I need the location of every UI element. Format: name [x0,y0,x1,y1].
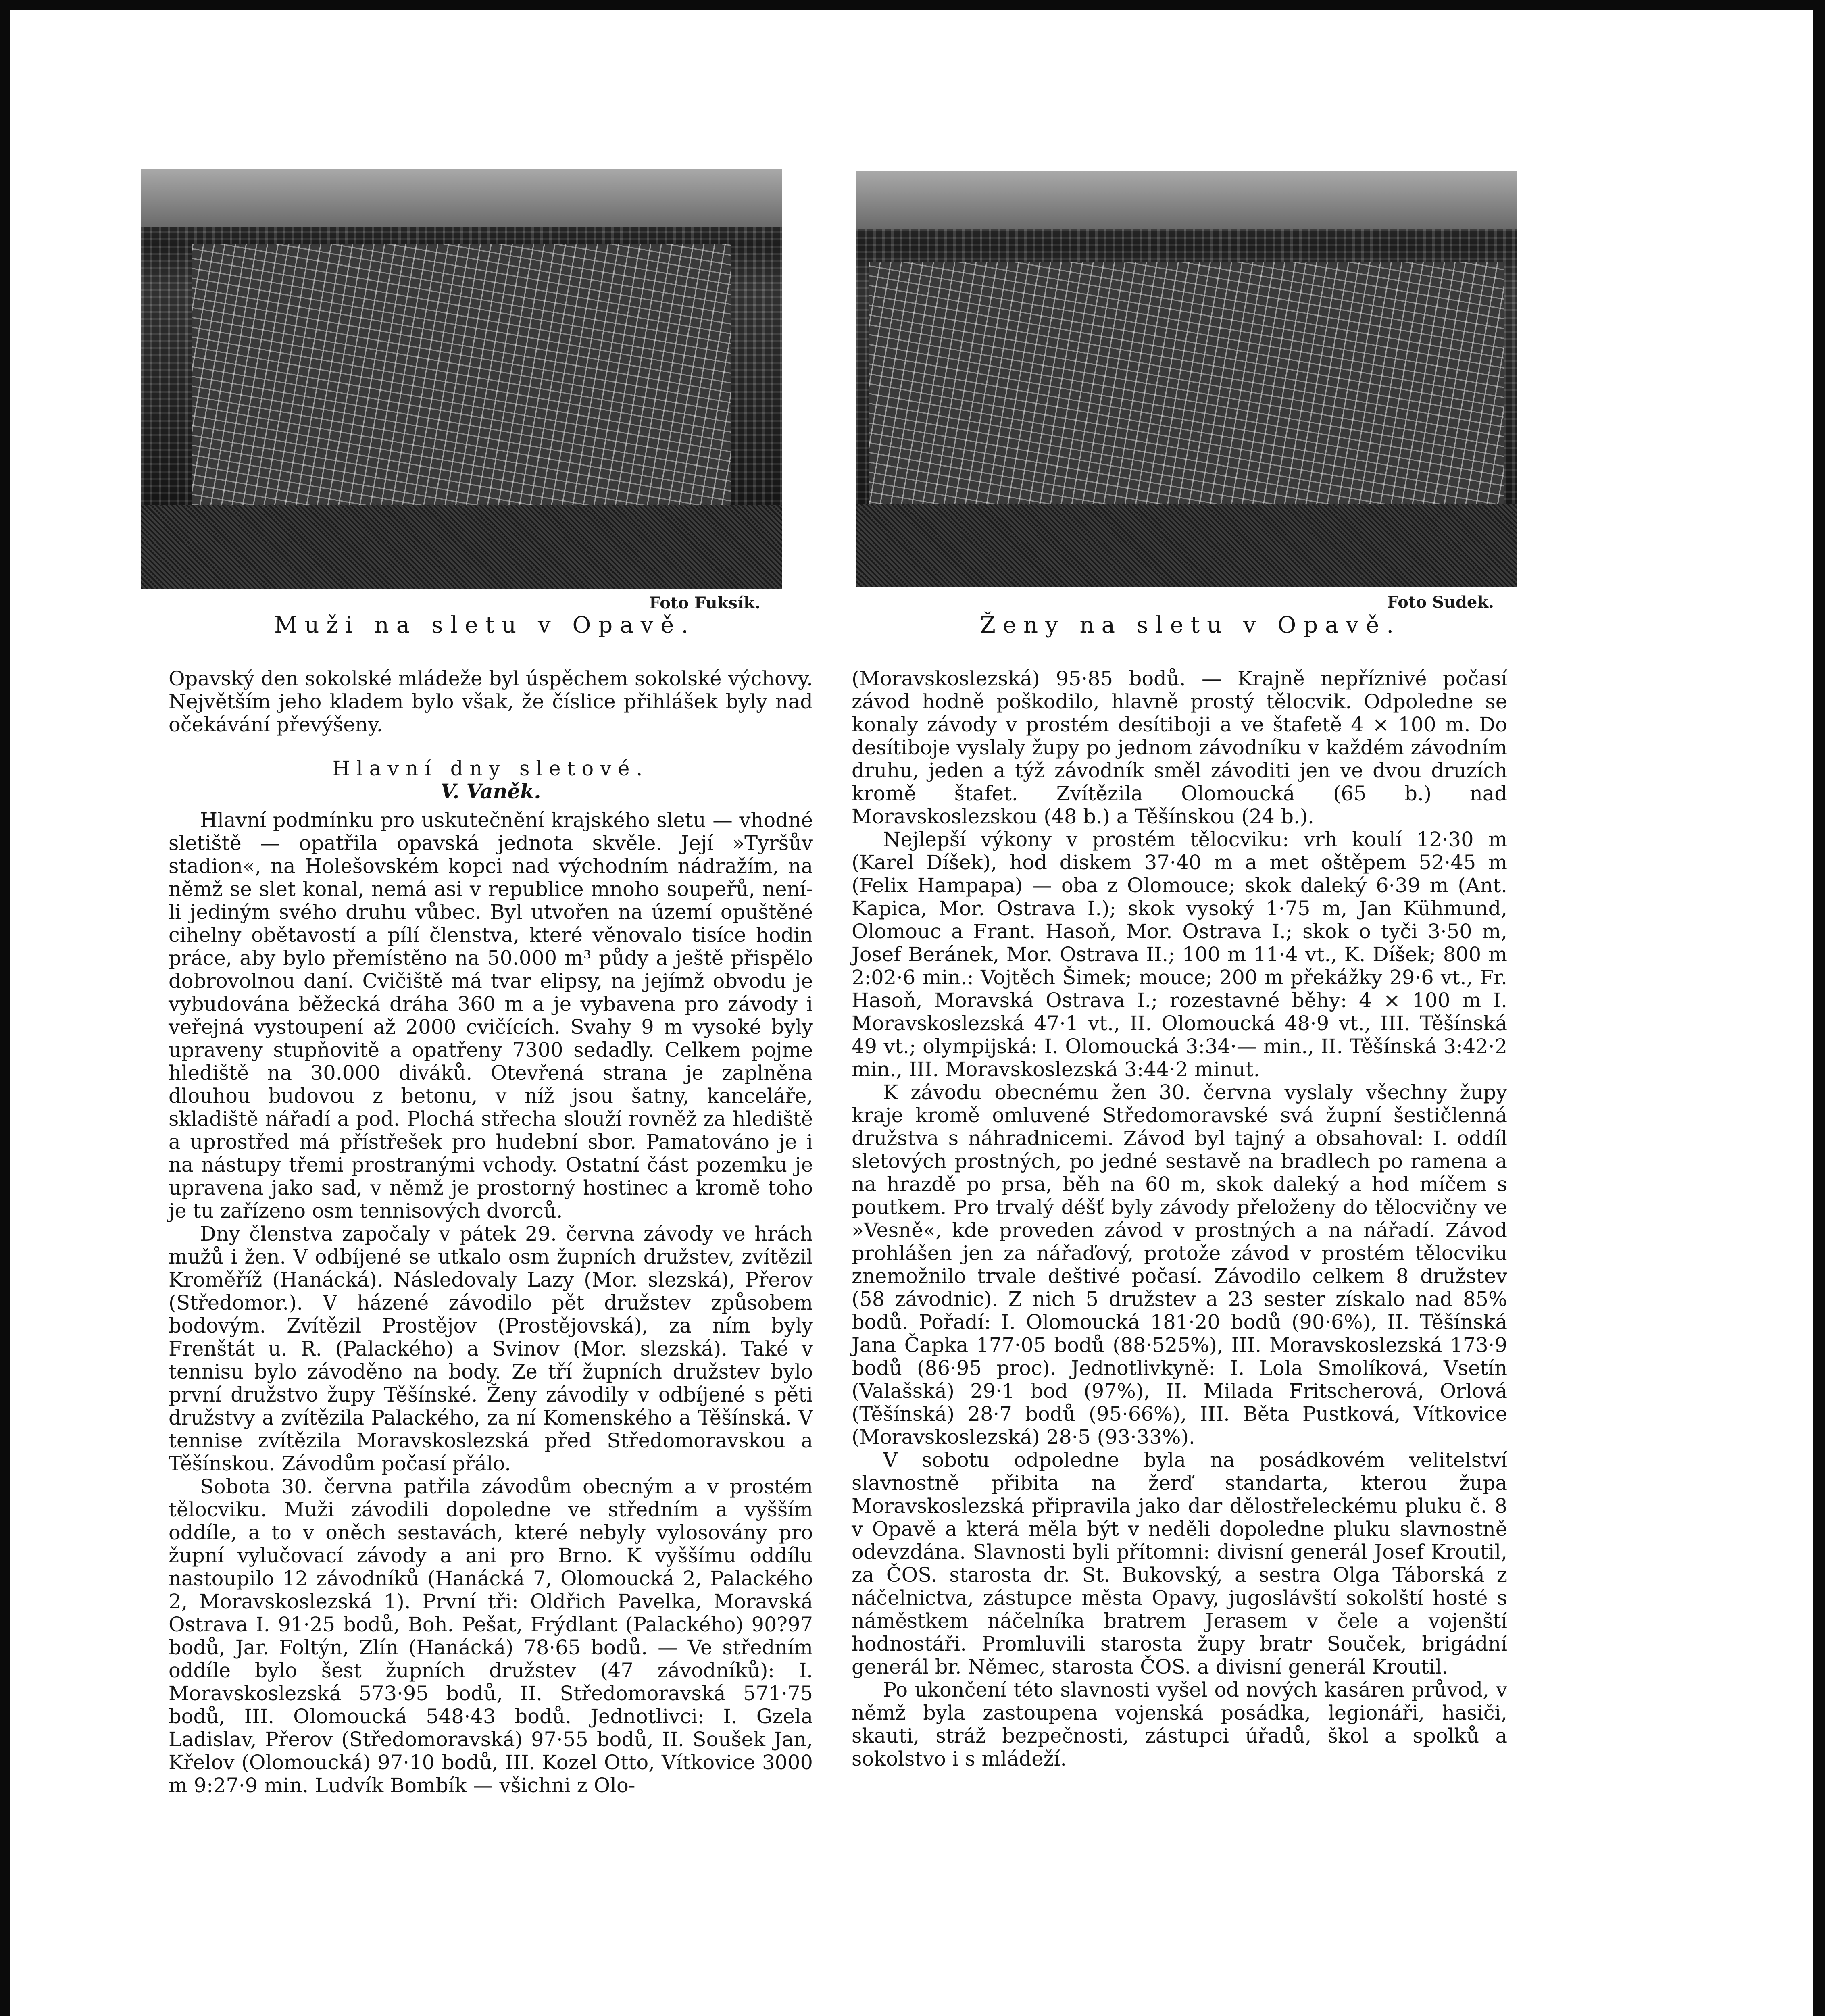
author-byline: V. Vaněk. [440,780,541,803]
body-paragraph: Dny členstva započaly v pátek 29. června závody ve hrách mužů i žen. V odbíjené se utkalo osm župních družstev, zvítězil Kroměříž (Hanácká). Následovaly Lazy (Mor. slezská), Přerov (Středomor.). V házené závodilo pět družstev způsobem bodovým. Zvítězil Prostějov (Prostějovská), za ním byly Frenštát u. R. (Palackého) a Svinov (Mor. slezská). Také v tennisu bylo závoděno na body. Ze tří župních družstev bylo první družstvo župy Těšínské. Ženy závodily v odbíjené s pěti družstvy a zvítězila Palackého, za ní Komenského a Těšínská. V tennise zvítězila Moravskoslezská před Středomoravskou a Těšínskou. Závodům počasí přálo. [169,1222,813,1475]
photo-sky [141,169,782,227]
photo-caption: Muži na sletu v Opavě. [274,612,696,638]
body-paragraph: Po ukončení této slavnosti vyšel od nových kasáren průvod, v němž byla zastoupena vojenská posádka, legionáři, hasiči, skauti, stráž bezpečnosti, zástupci úřadů, škol a spolků a sokolstvo i s mládeží. [852,1678,1507,1770]
body-paragraph: Nejlepší výkony v prostém tělocviku: vrh koulí 12·30 m (Karel Díšek), hod diskem 37·40 m a met oštěpem 52·45 m (Felix Hampapa) — oba z Olomouce; skok daleký 6·39 m (Ant. Kapica, Mor. Ostrava I.); skok vysoký 1·75 m, Jan Kühmund, Olomouc a Frant. Hasoň, Mor. Ostrava I.; skok o tyči 3·50 m, Josef Beránek, Mor. Ostrava II.; 100 m 11·4 vt., K. Díšek; 800 m 2:02·6 min.: Vojtěch Šimek; mouce; 200 m překážky 29·6 vt., Fr. Hasoň, Moravská Ostrava I.; rozestavné běhy: 4 × 100 m I. Moravskoslezská 47·1 vt., II. Olomoucká 48·9 vt., III. Těšínská 49 vt.; olympijská: I. Olomoucká 3:34·— min., II. Těšínská 3:42·2 min., III. Moravskoslezská 3:44·2 minut. [852,828,1507,1081]
photo-gymnasts-field [192,244,731,505]
photo-credit: Foto Sudek. [1387,593,1494,612]
scan-border-left [0,0,10,2016]
body-paragraph: Hlavní podmínku pro uskutečnění krajského sletu — vhodné sletiště — opatřila opavská jednota skvěle. Její »Tyršův stadion«, na Holešovském kopci nad východním nádražím, na němž se slet konal, nemá asi v republice mnoho soupeřů, není-li jediným svého druhu vůbec. Byl utvořen na území opuštěné cihelny obětavostí a pílí členstva, které věnovalo tisíce hodin práce, aby bylo přemístěno na 50.000 m³ půdy a ještě přispělo dobrovolnou daní. Cvičiště má tvar elipsy, na jejímž obvodu je vybudována běžecká dráha 360 m a je vybavena pro závody i veřejná vystoupení až 2000 cvičících. Svahy 9 m vysoké byly upraveny stupňovitě a opatřeny 7300 sedadly. Celkem pojme hlediště na 30.000 diváků. Otevřená strana je zaplněna dlouhou budovou z betonu, v níž jsou šatny, kanceláře, skladiště nářadí a pod. Plochá střecha slouží rovněž za hlediště a uprostřed má přístřešek pro hudební sbor. Pamatováno je i na nástupy třemi prostranými vchody. Ostatní část pozemku je upravena jako sad, v němž je prostorný hostinec a kromě toho je tu zařízeno osm tennisových dvorců. [169,808,813,1223]
intro-paragraph: Opavský den sokolské mládeže byl úspěchem sokolské výchovy. Největším jeho kladem bylo však, že číslice přihlášek byly nad očekávání převýšeny. [169,667,813,736]
body-paragraph: V sobotu odpoledne byla na posádkovém velitelství slavnostně přibita na žerď standarta, kterou župa Moravskoslezská připravila jako dar dělostřeleckému pluku č. 8 v Opavě a která měla být v neděli dopoledne pluku slavnostně odevzdána. Slavnosti byli přítomni: divisní generál Josef Kroutil, za ČOS. starosta dr. St. Bukovský, a sestra Olga Táborská z náčelnictva, zástupce města Opavy, jugoslávští sokolští hosté s náměstkem náčelníka bratrem Jerasem v čele a vojenští hodnostáři. Promluvili starosta župy bratr Souček, brigádní generál br. Němec, starosta ČOS. a divisní generál Kroutil. [852,1448,1507,1679]
photo-gymnasts-field [869,262,1504,512]
photo-crowd [141,505,782,589]
article-column-left [169,667,813,1797]
photo-men-slet [141,169,782,589]
photo-women-slet [856,171,1517,587]
body-paragraph: K závodu obecnému žen 30. června vyslaly všechny župy kraje kromě omluvené Středomoravské svá župní šestičlenná družstva s náhradnicemi. Závod byl tajný a obsahoval: I. oddíl sletových prostných, po jedné sestavě na bradlech po ramena a na hrazdě po prsa, běh na 60 m, skok daleký a hod míčem s poutkem. Pro trvalý déšť byly závody přeloženy do tělocvičny ve »Vesně«, kde proveden závod v prostných a na nářadí. Závod prohlášen jen za nářaďový, protože závod v prostém tělocviku znemožnilo trvale deštivé počasí. Závodilo celkem 8 družstev (58 závodnic). Z nich 5 družstev a 23 sester získalo nad 85% bodů. Pořadí: I. Olomoucká 181·20 bodů (90·6%), II. Těšínská Jana Čapka 177·05 bodů (88·525%), III. Moravskoslezská 173·9 bodů (86·95 proc). Jednotlivkyně: I. Lola Smolíková, Vsetín (Valašská) 29·1 bod (97%), II. Milada Fritscherová, Orlová (Těšínská) 28·7 bodů (95·66%), III. Běta Pustková, Vítkovice (Moravskoslezská) 28·5 (93·33%). [852,1081,1507,1449]
photo-sky [856,171,1517,229]
scan-border-right [1813,0,1825,2016]
section-heading: Hlavní dny sletové. [332,757,649,780]
photo-crowd [856,504,1517,587]
scan-border-top [0,0,1825,10]
photo-credit: Foto Fuksík. [649,594,760,612]
body-paragraph: Sobota 30. června patřila závodům obecným a v prostém tělocviku. Muži závodili dopoledne ve středním a vyšším oddíle, a to v oněch sestavách, které nebyly vylosovány pro župní vylučovací závody a ani pro Brno. K vyššímu oddílu nastoupilo 12 závodníků (Hanácká 7, Olomoucká 2, Palackého 2, Moravskoslezská 1). První tři: Oldřich Pavelka, Moravská Ostrava I. 91·25 bodů, Boh. Pešat, Frýdlant (Palackého) 90?97 bodů, Jar. Foltýn, Zlín (Hanácká) 78·65 bodů. — Ve středním oddíle bylo šest župních družstev (47 závodníků): I. Moravskoslezská 573·95 bodů, II. Středomoravská 571·75 bodů, III. Olomoucká 548·43 bodů. Jednotlivci: I. Gzela Ladislav, Přerov (Středomoravská) 97·55 bodů, II. Soušek Jan, Křelov (Olomoucká) 97·10 bodů, III. Kozel Otto, Vítkovice 3000 m 9:27·9 min. Ludvík Bombík — všichni z Olo- [169,1475,813,1797]
photo-caption: Ženy na sletu v Opavě. [980,612,1401,638]
scan-artifact [960,15,1169,19]
body-paragraph: (Moravskoslezská) 95·85 bodů. — Krajně nepříznivé počasí závod hodně poškodilo, hlavně prostý tělocvik. Odpoledne se konaly závody v prostém desítiboji a ve štafetě 4 × 100 m. Do desítiboje vyslaly župy po jednom závodníku v každém závodním druhu, jeden a týž závodník směl závoditi jen ve dvou druzích kromě štafet. Zvítězila Olomoucká (65 b.) nad Moravskoslezskou (48 b.) a Těšínskou (24 b.). [852,667,1507,828]
article-column-right [852,667,1507,1770]
